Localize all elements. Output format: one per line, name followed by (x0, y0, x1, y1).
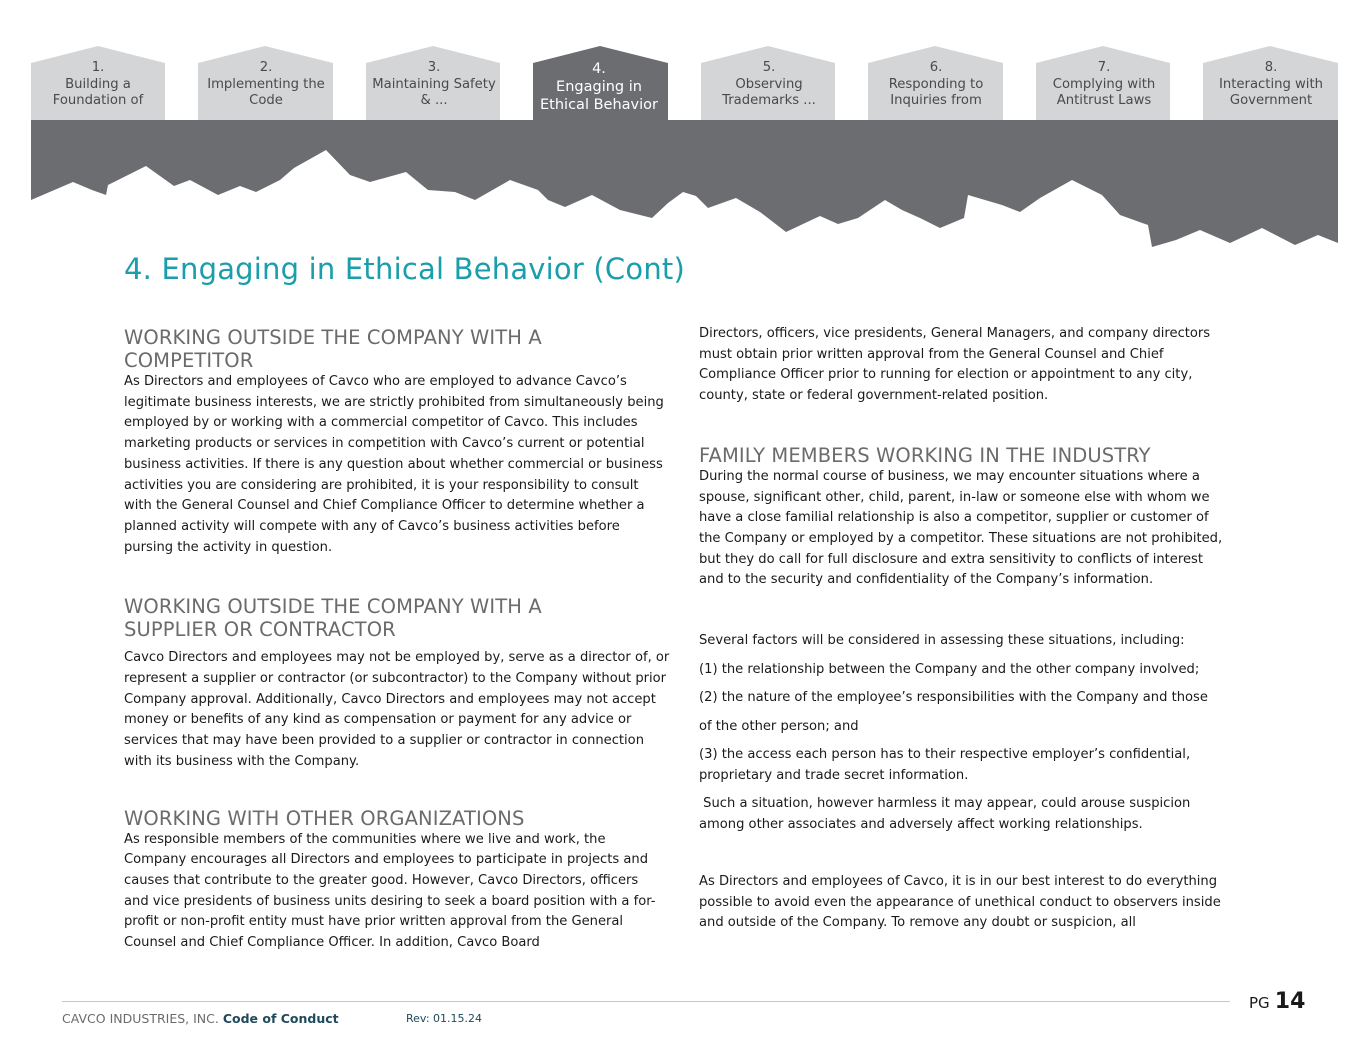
closing-paragraph: As Directors and employees of Cavco, it is in our best interest to do everything possible to avoid even the appearance of unethical conduct to observers inside and outside of the Company. To remove any doubt or suspicion, all (699, 873, 1221, 931)
nav-band-graphic (0, 0, 1365, 260)
tab-number: 5. (762, 60, 776, 75)
page-title: 4. Engaging in Ethical Behavior (Cont) (124, 252, 685, 286)
factors-intro: Several factors will be considered in assessing these situations, including: (699, 633, 1185, 649)
right-column (699, 324, 1244, 934)
tab-implementing-code[interactable] (198, 60, 334, 110)
section-body-competitor: As Directors and employees of Cavco who are employed to advance Cavco’s legitimate business interests, we are strictly prohibited from simultaneously being employed by or working with a commercial competitor of Cavco. This includes marketing products or services in competition with Cavco’s current or potential business activities. If there is any question about whether commercial or business activities you are considering are prohibited, it is your responsibility to consult with the General Counsel and Chief Compliance Officer to determine whether a planned activity will compete with any of Cavco’s business activities before pursing the activity in question. (124, 374, 664, 555)
tab-label: Maintaining Safety & ... (372, 76, 496, 108)
page-number (1249, 989, 1305, 1014)
tab-label: Observing Trademarks ... (722, 76, 816, 108)
page-number-value: 14 (1274, 989, 1306, 1014)
tab-number: 1. (91, 60, 105, 75)
factor-2: (2) the nature of the employee’s responsibilities with the Company and those (699, 690, 1208, 706)
tab-label: Building a Foundation of (52, 76, 144, 108)
tab-number: 7. (1097, 60, 1111, 75)
tab-responding-inquiries[interactable] (868, 60, 1004, 110)
footer-revision: Rev: 01.15.24 (406, 1012, 483, 1025)
section-body-supplier: Cavco Directors and employees may not be employed by, serve as a director of, or represent a supplier or contractor (or subcontractor) to the Company without prior Company approval. Additionally, Cavco Directors and employees may not accept money or benefits of any kind as compensation or payment for any advice or services that may have been provided to a supplier or contractor in connection with its business with the Company. (124, 650, 670, 769)
factor-3: (3) the access each person has to their respective employer’s confidential, proprietary and trade secret information. (699, 747, 1191, 783)
suspicion-paragraph: Such a situation, however harmless it may appear, could arouse suspicion among other associates and adversely affect working relationships. (699, 796, 1195, 833)
section-heading-supplier: WORKING OUTSIDE THE COMPANY WITH A SUPPLIER OR CONTRACTOR (124, 595, 542, 642)
section-heading-other-orgs: WORKING WITH OTHER ORGANIZATIONS (124, 806, 525, 830)
tab-interacting-government[interactable] (1203, 60, 1339, 110)
tab-complying-antitrust[interactable] (1036, 60, 1172, 110)
footer (62, 1011, 483, 1026)
section-heading-competitor: WORKING OUTSIDE THE COMPANY WITH A COMPETITOR (124, 326, 542, 372)
paragraph-government-position: Directors, officers, vice presidents, General Managers, and company directors must obtain prior written approval from the General Counsel and Chief Compliance Officer prior to running for election or appointment to any city, county, state or federal government-related position. (699, 326, 1211, 404)
tab-label: Responding to Inquiries from (888, 76, 984, 108)
section-nav-band (0, 0, 1365, 260)
tab-maintaining-safety[interactable] (366, 60, 502, 110)
tab-number: 3. (427, 60, 441, 75)
section-heading-family-members: FAMILY MEMBERS WORKING IN THE INDUSTRY (699, 443, 1151, 467)
tab-number: 8. (1264, 60, 1278, 75)
factor-2-cont: of the other person; and (699, 718, 859, 734)
footer-divider (62, 1001, 1230, 1002)
tab-building-foundation[interactable] (30, 60, 166, 110)
page-label: PG (1249, 994, 1270, 1012)
tab-number: 4. (592, 61, 606, 77)
factor-1: (1) the relationship between the Company and the other company involved; (699, 661, 1200, 677)
footer-document-title: Code of Conduct (222, 1011, 339, 1026)
footer-company: CAVCO INDUSTRIES, INC. (62, 1011, 219, 1026)
tab-label: Engaging in Ethical Behavior (540, 79, 658, 113)
section-body-other-orgs: As responsible members of the communities where we live and work, the Company encourages all Directors and employees to participate in projects and causes that contribute to the greater good. However, Cavco Directors, officers and vice presidents of business units desiring to seek a board position with a for-profit or non-profit entity must have prior written approval from the General Counsel and Chief Compliance Officer. In addition, Cavco Board (124, 831, 656, 951)
left-column (124, 326, 672, 954)
tab-label: Implementing the Code (207, 76, 325, 108)
tab-label: Interacting with Government (1218, 76, 1324, 108)
tab-number: 2. (259, 60, 273, 75)
tab-observing-trademarks[interactable] (701, 60, 837, 110)
tab-number: 6. (929, 60, 943, 75)
tab-label: Complying with Antitrust Laws (1052, 76, 1156, 108)
section-body-family-members: During the normal course of business, we may encounter situations where a spouse, significant other, child, parent, in-law or someone else with whom we have a close familial relationship is also a competitor, supplier or customer of the Company or employed by a competitor. These situations are not prohibited, but they do call for full disclosure and extra sensitivity to conflicts of interest and to the security and confidentiality of the Company’s information. (699, 468, 1223, 588)
tab-engaging-ethical-behavior[interactable] (531, 60, 667, 114)
